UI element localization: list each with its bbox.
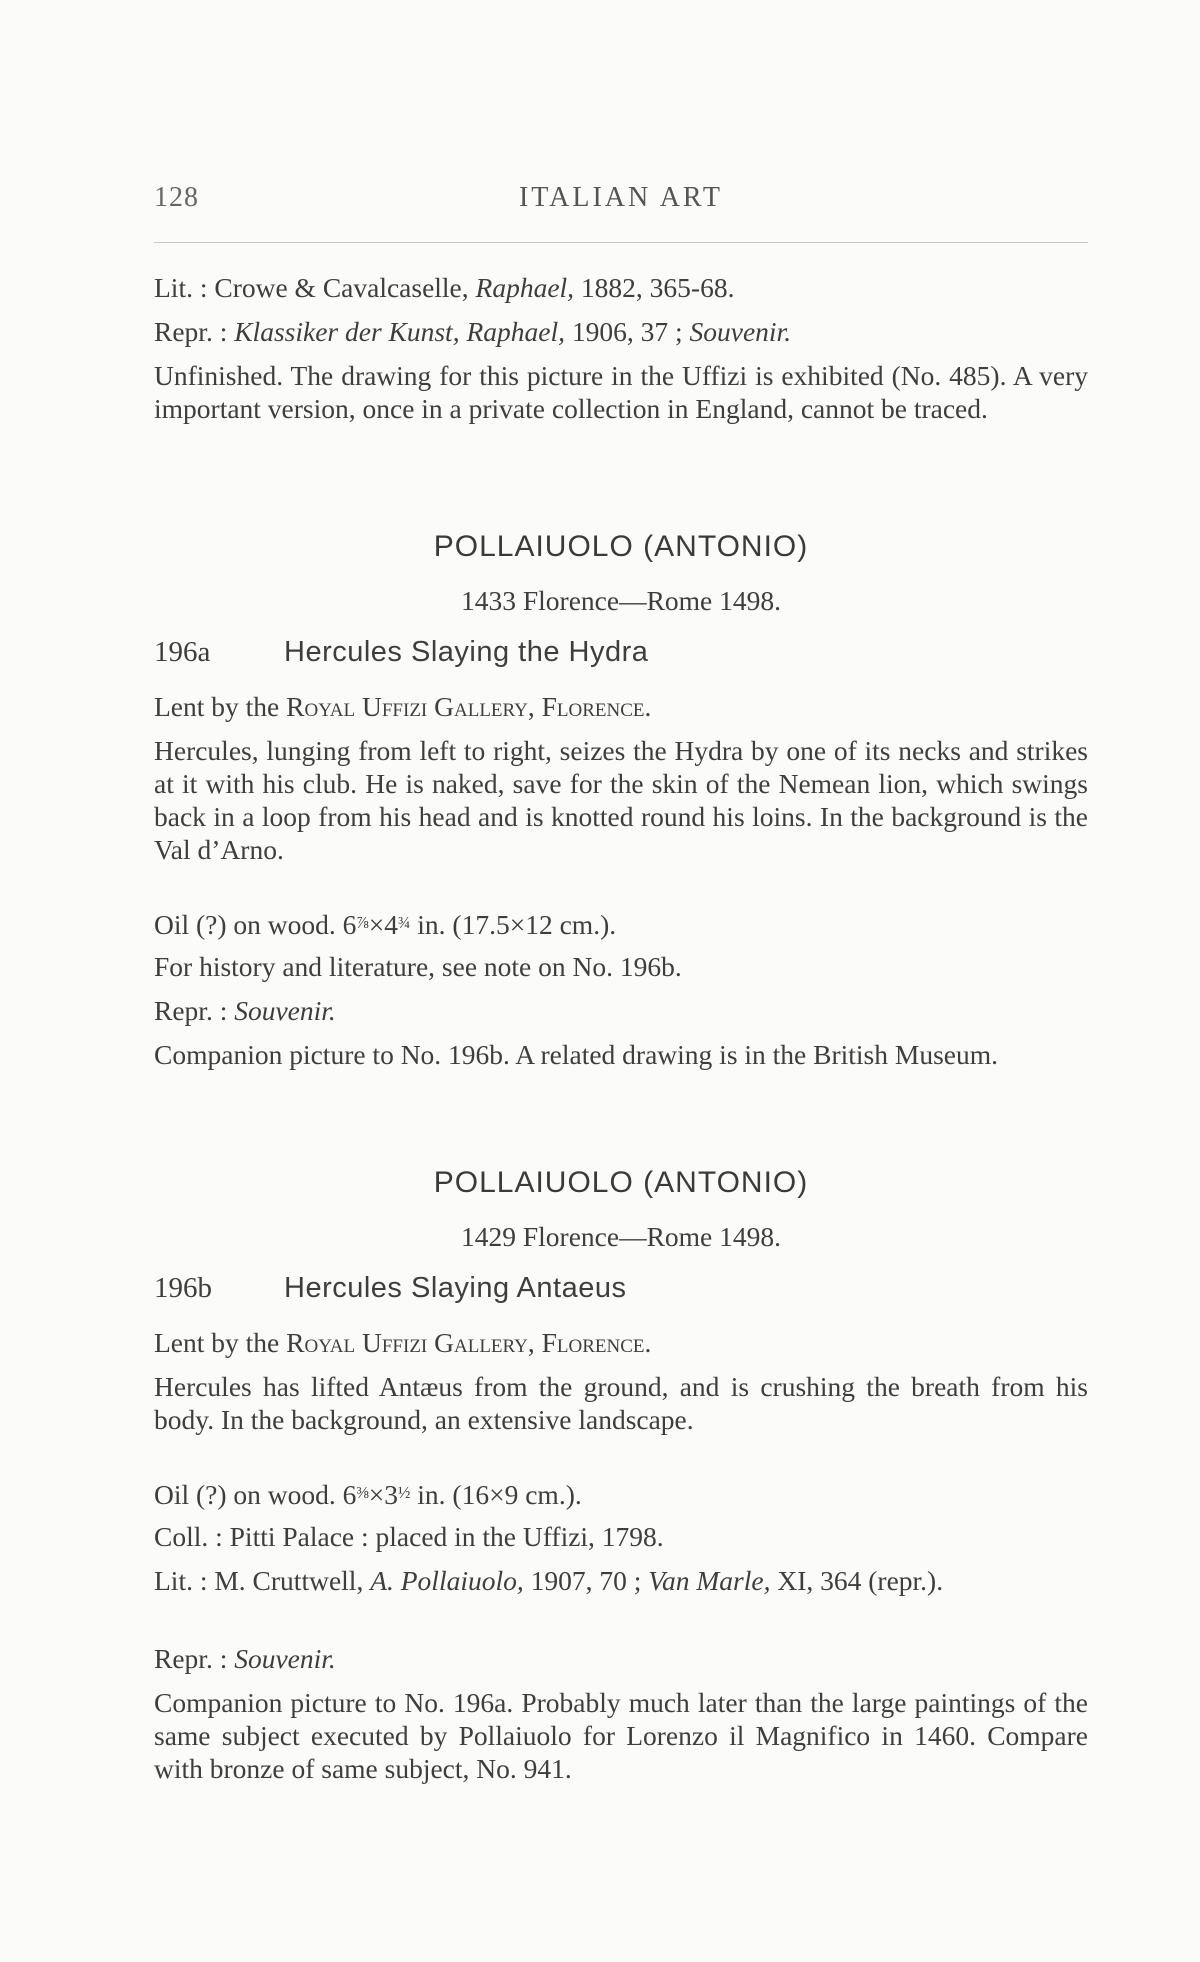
lender-196a: Royal Uffizi Gallery, Florence. (286, 691, 652, 722)
artist-dates-196b: 1429 Florence—Rome 1498. (460, 1221, 782, 1252)
artist-dates-196a: 1433 Florence—Rome 1498. (460, 585, 782, 616)
medium-196b: Oil (?) on wood. $6^{\frac{3}{8}}\times 3^{\frac{1}{2}}$ in. (16×9 cm.). (154, 1478, 582, 1510)
entry-title-row-196b (154, 1272, 1088, 1305)
note-196a: Companion picture to No. 196b. A related drawing is in the British Museum. (154, 1039, 999, 1070)
page-number: 128 (154, 182, 199, 213)
description-196b: Hercules has lifted Antæus from the ground, and is crushing the breath from his body. In the background, an extensive landscape. (154, 1371, 1088, 1435)
description-196a: Hercules, lunging from left to right, seizes the Hydra by one of its necks and strikes at it with his club. He is naked, save for the skin of the Nemean lion, which swings back in a loop from his head and is knotted round his loins. In the background is the Val d’Arno. (154, 735, 1088, 865)
repr-196a: Repr. : Souvenir. (154, 995, 336, 1026)
coll-196b: Coll. : Pitti Palace : placed in the Uffizi, 1798. (154, 1521, 664, 1552)
raphael-lit-line: Lit. : Crowe & Cavalcaselle, Raphael, 1882, 365-68. (154, 272, 735, 303)
repr-196b: Repr. : Souvenir. (154, 1643, 336, 1674)
medium-196a: Oil (?) on wood. $6^{\frac{7}{8}}\times 4^{\frac{3}{4}}$ in. (17.5×12 cm.). (154, 908, 617, 940)
lit-196b: Lit. : M. Cruttwell, A. Pollaiuolo, 1907, 70 ; Van Marle, XI, 364 (repr.). (154, 1565, 944, 1596)
entry-title-row-196a (154, 636, 1088, 669)
entry-number-196b: 196b (154, 1272, 212, 1304)
running-head (154, 182, 1088, 216)
header-rule (154, 242, 1088, 243)
raphael-repr-line: Repr. : Klassiker der Kunst, Raphael, 1906, 37 ; Souvenir. (154, 316, 792, 347)
entry-title-196a: Hercules Slaying the Hydra (284, 636, 649, 668)
raphael-note: Unfinished. The drawing for this picture in the Uffizi is exhibited (No. 485). A very important version, once in a private collection in England, cannot be traced. (154, 360, 1088, 424)
entry-title-196b: Hercules Slaying Antaeus (284, 1272, 627, 1304)
artist-heading-196a: POLLAIUOLO (ANTONIO) (433, 530, 809, 563)
lender-line-196b: Lent by the Royal Uffizi Gallery, Florence. (154, 1327, 652, 1358)
lender-line-196a: Lent by the Royal Uffizi Gallery, Florence. (154, 691, 652, 722)
entry-number-196a: 196a (154, 636, 211, 668)
lender-196b: Royal Uffizi Gallery, Florence. (286, 1327, 652, 1358)
history-196a: For history and literature, see note on No. 196b. (154, 951, 682, 982)
artist-heading-196b: POLLAIUOLO (ANTONIO) (433, 1166, 809, 1199)
note-196b: Companion picture to No. 196a. Probably much later than the large paintings of the same subject executed by Pollaiuolo for Lorenzo il Magnifico in 1460. Compare with bronze of same subject, No. 941. (154, 1687, 1088, 1784)
running-title: ITALIAN ART (518, 182, 724, 213)
